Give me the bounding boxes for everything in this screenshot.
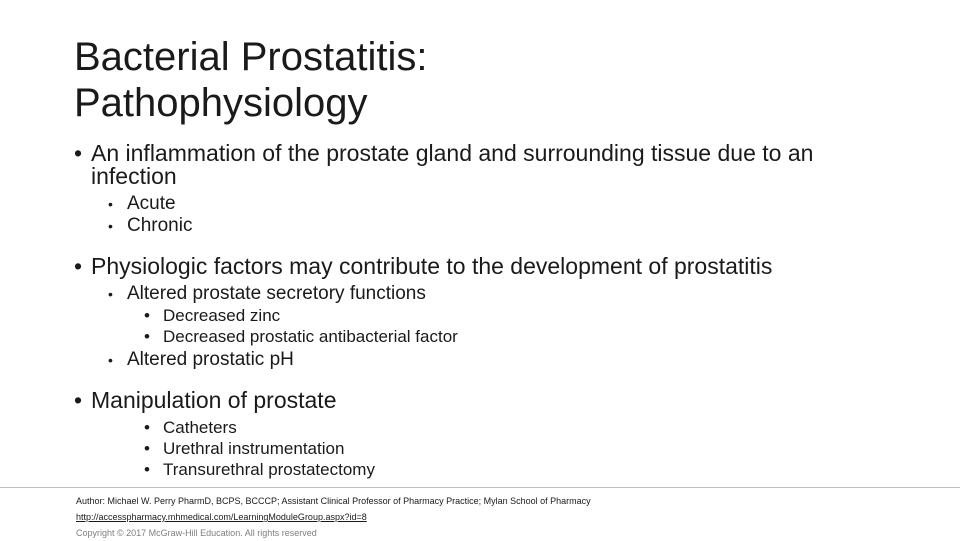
sub-sub-bullet-catheters: • Catheters <box>144 417 904 438</box>
sub-bullet-chronic: • Chronic <box>108 215 904 237</box>
sub-sub-bullet-decreased-zinc: • Decreased zinc <box>144 305 904 326</box>
sub-sub-bullet-decreased-antibacterial: • Decreased prostatic antibacterial factor <box>144 326 904 347</box>
footer-copyright: Copyright © 2017 McGraw-Hill Education. All rights reserved <box>76 528 317 538</box>
sub-sub-bullet-turp: • Transurethral prostatectomy <box>144 459 904 480</box>
bullet-physiologic-factors: • Physiologic factors may contribute to the development of prostatitis <box>74 255 904 278</box>
sub-sub-bullet-urethral: • Urethral instrumentation <box>144 438 904 459</box>
slide-body <box>74 142 904 480</box>
slide-title <box>74 34 894 126</box>
sub-bullet-altered-secretory: • Altered prostate secretory functions <box>108 283 904 305</box>
bullet-inflammation: • An inflammation of the prostate gland and surrounding tissue due to an infection <box>74 142 904 188</box>
footer <box>76 493 946 541</box>
title-line-1: Bacterial Prostatitis: <box>74 35 428 79</box>
title-line-2: Pathophysiology <box>74 81 368 125</box>
bullet-manipulation: • Manipulation of prostate <box>74 389 904 412</box>
sub-bullet-altered-ph: • Altered prostatic pH <box>108 349 904 371</box>
footer-link[interactable]: http://accesspharmacy.mhmedical.com/LearningModuleGroup.aspx?id=8 <box>76 512 367 522</box>
sub-bullet-acute: • Acute <box>108 193 904 215</box>
footer-author: Author: Michael W. Perry PharmD, BCPS, BCCCP; Assistant Clinical Professor of Pharmacy Practice; Mylan School of Pharmacy <box>76 496 591 506</box>
footer-divider <box>0 487 960 488</box>
